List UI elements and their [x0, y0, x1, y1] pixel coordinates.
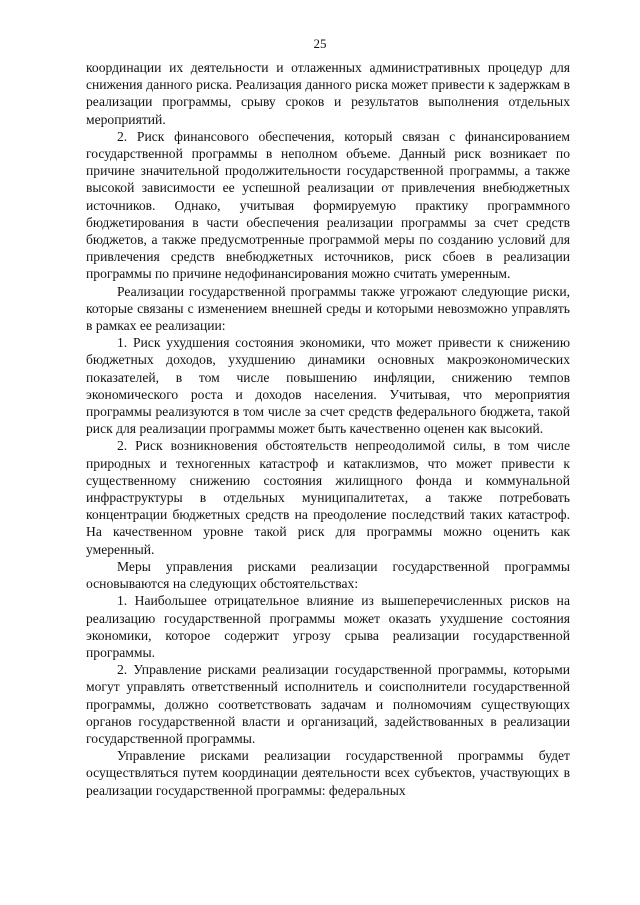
paragraph-9: Управление рисками реализации государственной программы будет осуществляться путем координации деятельности всех субъектов, участвующих в реализации государственной программы: федеральных	[86, 748, 570, 798]
document-body	[86, 59, 570, 799]
page-number: 25	[313, 36, 327, 51]
paragraph-1: координации их деятельности и отлаженных административных процедур для снижения данного риска. Реализация данного риска может привести к задержкам в реализации программы, срыву сроков и результатов выполнения отдельных мероприятий.	[86, 60, 570, 127]
paragraph-7: 1. Наибольшее отрицательное влияние из вышеперечисленных рисков на реализацию государственной программы может оказать ухудшение состояния экономики, которое содержит угрозу срыва реализации государственной программы.	[86, 593, 570, 660]
paragraph-2: 2. Риск финансового обеспечения, который связан с финансированием государственной программы в неполном объеме. Данный риск возникает по причине значительной продолжительности государственной программы, а также высокой зависимости ее успешной реализации от привлечения внебюджетных источников. Однако, учитывая формируемую практику программного бюджетирования в части обеспечения реализации программы за счет средств бюджетов, а также предусмотренные программой меры по созданию условий для привлечения средств внебюджетных источников, риск сбоев в реализации программы по причине недофинансирования можно считать умеренным.	[86, 128, 570, 282]
paragraph-3: Реализации государственной программы также угрожают следующие риски, которые связаны с изменением внешней среды и которыми невозможно управлять в рамках ее реализации:	[86, 283, 570, 334]
paragraph-5: 2. Риск возникновения обстоятельств непреодолимой силы, в том числе природных и техногенных катастроф и катаклизмов, что может привести к существенному снижению состояния жилищного фонда и коммунальной инфраструктуры в отдельных муниципалитетах, а также потребовать концентрации бюджетных средств на преодоление последствий таких катастроф. На качественном уровне такой риск для программы можно оценить как умеренный.	[86, 438, 570, 557]
paragraph-6: Меры управления рисками реализации государственной программы основываются на следующих обстоятельствах:	[86, 558, 570, 592]
paragraph-8: 2. Управление рисками реализации государственной программы, которыми могут управлять ответственный исполнитель и соисполнители государственной программы, должно соответствовать задачам и полномочиям существующих органов государственной власти и организаций, задействованных в реализации государственной программы.	[86, 662, 570, 746]
paragraph-4: 1. Риск ухудшения состояния экономики, что может привести к снижению бюджетных доходов, ухудшению динамики основных макроэкономических показателей, в том числе повышению инфляции, снижению темпов экономического роста и доходов населения. Учитывая, что мероприятия программы реализуются в том числе за счет средств федерального бюджета, такой риск для реализации программы может быть качественно оценен как высокий.	[86, 335, 570, 437]
